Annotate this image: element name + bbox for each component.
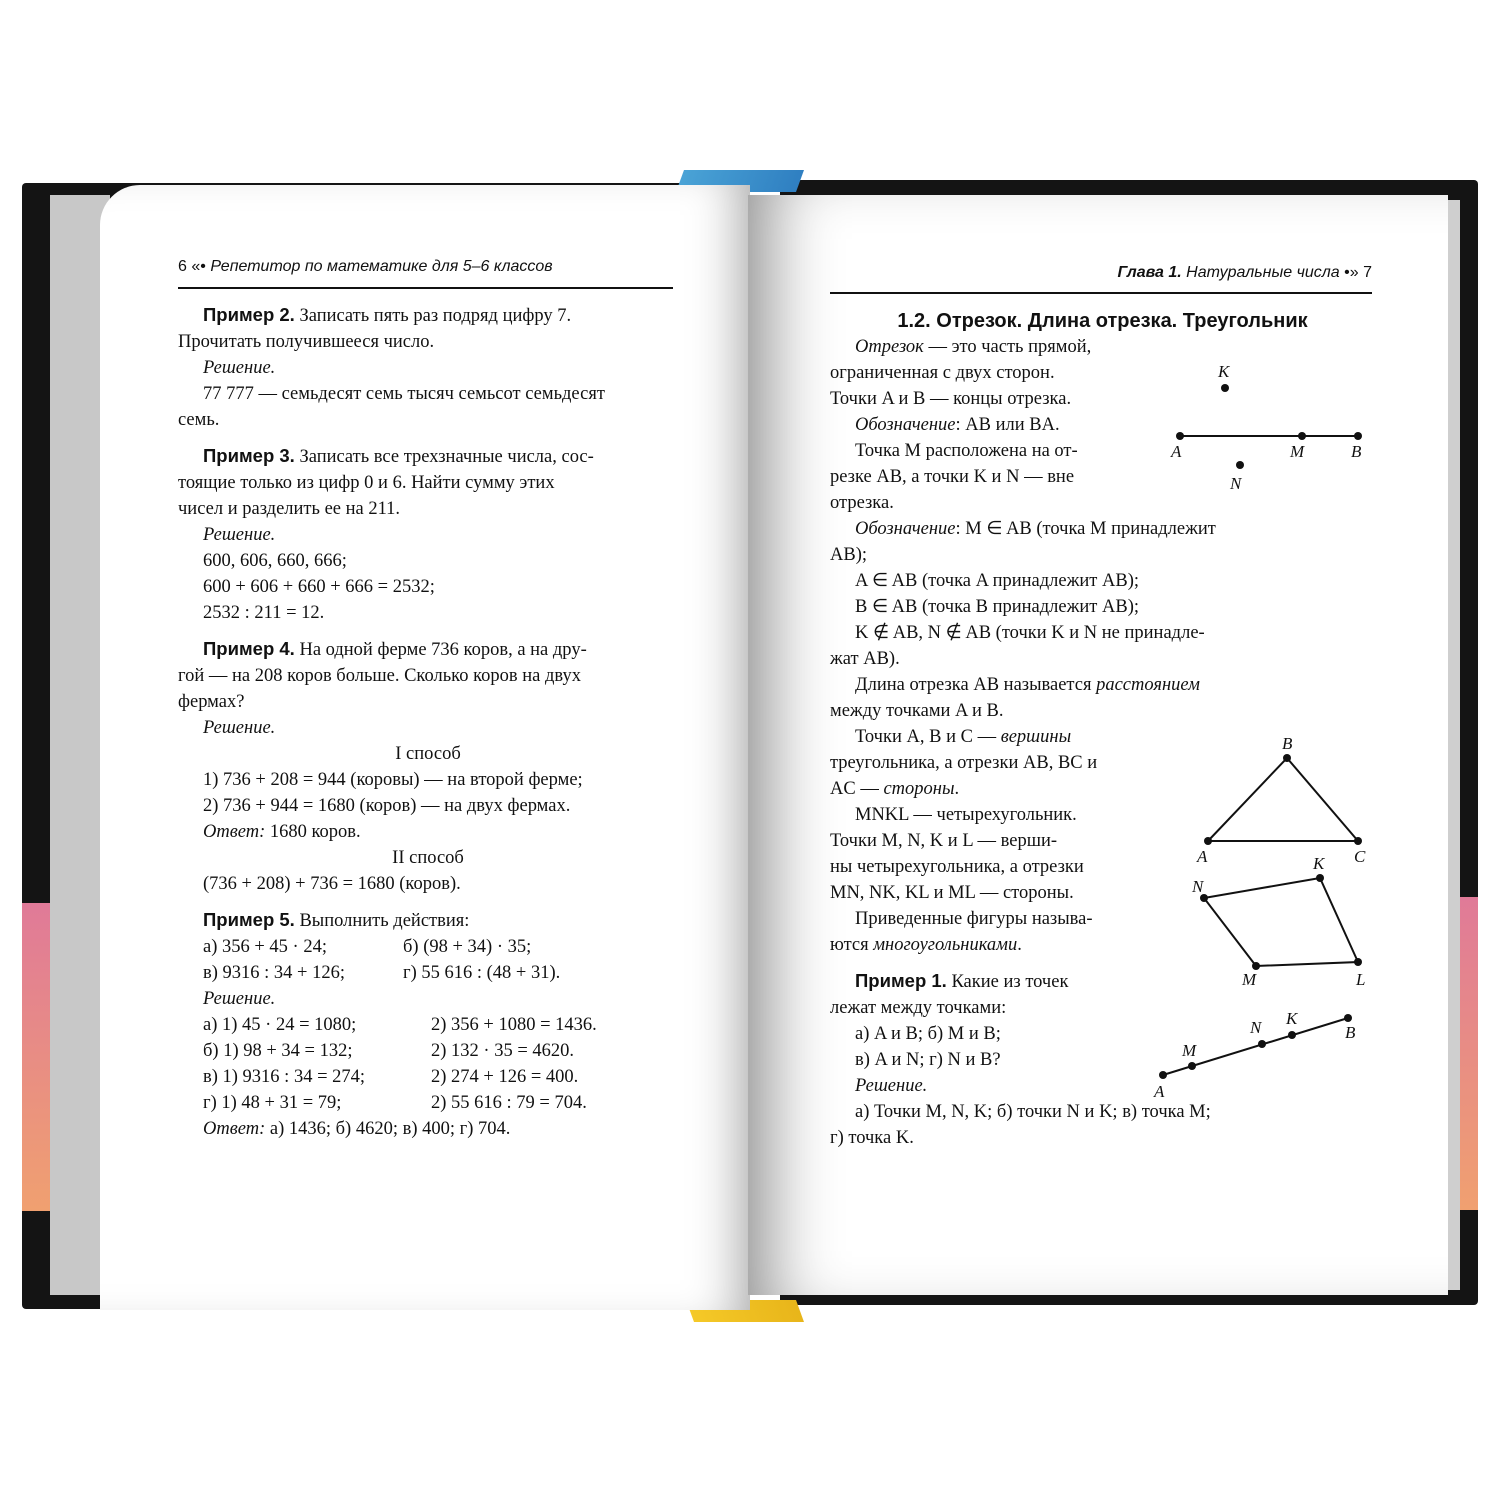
term: стороны — [883, 779, 955, 799]
header-marker: «• — [191, 258, 206, 275]
text-line: Выполнить действия: — [294, 911, 470, 931]
point-a — [1176, 432, 1184, 440]
term: многоугольниками — [873, 935, 1018, 955]
point-b — [1283, 754, 1291, 762]
text-line: ны четырехугольника, а отрезки — [830, 857, 1084, 877]
point-n — [1258, 1040, 1266, 1048]
text-line: AC — — [830, 779, 884, 799]
point-b — [1344, 1014, 1352, 1022]
solution-step: 2) 55 616 : 79 = 704. — [431, 1093, 587, 1113]
triangle-abc — [1208, 758, 1358, 841]
solution-step: г) 1) 48 + 31 = 79; — [203, 1093, 342, 1113]
label-n: N — [1192, 877, 1204, 896]
task-item: а) 356 + 45 · 24; — [203, 937, 327, 957]
point-k — [1221, 384, 1229, 392]
solution-label: Решение. — [203, 358, 276, 378]
text-line: Точка M расположена на от- — [855, 441, 1078, 461]
term: Отрезок — [855, 337, 924, 357]
text-line: треугольника, а отрезки AB, BC и — [830, 753, 1098, 773]
method-heading: I способ — [395, 744, 461, 764]
text-line: MNKL — четырехугольник. — [855, 805, 1077, 825]
answer-label: Ответ: — [203, 1119, 266, 1139]
text-line: Точки A и B — концы отрезка. — [830, 389, 1072, 409]
text-line: 600, 606, 660, 666; — [203, 551, 347, 571]
text-line: 2532 : 211 = 12. — [203, 603, 325, 623]
example-label: Пример 3. — [203, 445, 295, 466]
text-line: A ∈ AB (точка A принадлежит AB); — [855, 571, 1140, 591]
label-b: B — [1351, 442, 1362, 461]
task-item: в) 9316 : 34 + 126; — [203, 963, 345, 983]
text-line: ются — [830, 935, 874, 955]
task-item: б) (98 + 34) · 35; — [403, 937, 532, 957]
example-label: Пример 5. — [203, 909, 295, 930]
solution-step: 2) 356 + 1080 = 1436. — [431, 1015, 597, 1035]
book-title: Репетитор по математике для 5–6 классов — [210, 258, 553, 275]
solution-step: б) 1) 98 + 34 = 132; — [203, 1041, 353, 1061]
text-line: семь. — [178, 410, 220, 430]
text-line: жат AB). — [830, 649, 900, 669]
text-line: На одной ферме 736 коров, а на дру- — [294, 640, 587, 660]
label-m: M — [1182, 1041, 1197, 1060]
label-b: B — [1345, 1023, 1356, 1042]
triangle-figure — [1196, 734, 1366, 866]
point-a — [1204, 837, 1212, 845]
answer-label: Ответ: — [203, 822, 266, 842]
text-line: в) A и N; г) N и B? — [855, 1050, 1001, 1070]
points-on-line-figure — [1153, 1009, 1356, 1101]
point-k — [1316, 874, 1324, 882]
example-label: Пример 4. — [203, 638, 295, 659]
chapter-label: Глава 1. — [1117, 264, 1182, 281]
label-a: A — [1197, 847, 1208, 866]
segment-figure — [1170, 362, 1362, 493]
text-line: фермах? — [178, 692, 245, 712]
term: вершины — [1000, 727, 1072, 747]
solution-label: Решение. — [855, 1076, 928, 1096]
text-line: а) 1436; б) 4620; в) 400; г) 704. — [265, 1119, 511, 1139]
text-line: (736 + 208) + 736 = 1680 (коров). — [203, 874, 461, 894]
solution-label: Решение. — [203, 525, 276, 545]
text-line: Записать все трехзначные числа, сос- — [294, 447, 594, 467]
point-l — [1354, 958, 1362, 966]
text-line: Приведенные фигуры называ- — [855, 909, 1093, 929]
text-line: а) A и B; б) M и B; — [855, 1024, 1001, 1044]
solution-label: Решение. — [203, 989, 276, 1009]
text-line: 600 + 606 + 660 + 666 = 2532; — [203, 577, 435, 597]
label-b: B — [1282, 734, 1293, 753]
quadrilateral-figure — [1191, 854, 1365, 989]
point-k — [1288, 1031, 1296, 1039]
text-line: Точки A, B и C — — [855, 727, 1001, 747]
solution-step: в) 1) 9316 : 34 = 274; — [203, 1067, 366, 1087]
solution-step: а) 1) 45 · 24 = 1080; — [203, 1015, 357, 1035]
task-item: г) 55 616 : (48 + 31). — [403, 963, 561, 983]
label-k: K — [1218, 362, 1230, 381]
text-line: Какие из точек — [946, 972, 1069, 992]
label-a: A — [1171, 442, 1182, 461]
solution-step: 2) 274 + 126 = 400. — [431, 1067, 579, 1087]
label-l: L — [1356, 970, 1366, 989]
label-m: M — [1290, 442, 1305, 461]
text-line: тоящие только из цифр 0 и 6. Найти сумму этих — [178, 473, 555, 493]
example-label: Пример 1. — [855, 970, 947, 991]
section-title: 1.2. Отрезок. Длина отрезка. Треугольник — [897, 310, 1308, 332]
term: расстоянием — [1096, 675, 1200, 695]
solution-label: Решение. — [203, 718, 276, 738]
chapter-title: Натуральные числа — [1181, 264, 1340, 281]
point-b — [1354, 432, 1362, 440]
text-line: резке AB, а точки K и N — вне — [830, 467, 1075, 487]
point-c — [1354, 837, 1362, 845]
text-line: лежат между точками: — [830, 998, 1007, 1018]
method-heading: II способ — [392, 848, 464, 868]
label-k: K — [1313, 854, 1325, 873]
text-line: г) точка K. — [830, 1128, 914, 1148]
text-line: а) Точки M, N, K; б) точки N и K; в) точка M; — [855, 1102, 1211, 1122]
text-line: K ∉ AB, N ∉ AB (точки K и N не принадле- — [855, 623, 1205, 643]
text-line: между точками A и B. — [830, 701, 1004, 721]
page-number: 6 — [178, 258, 187, 275]
point-m — [1298, 432, 1306, 440]
label-k: K — [1286, 1009, 1298, 1028]
label-m: M — [1242, 970, 1257, 989]
text-line: гой — на 208 коров больше. Сколько коров на двух — [178, 666, 581, 686]
text-line: ограниченная с двух сторон. — [830, 363, 1055, 383]
text-line: 1680 коров. — [265, 822, 361, 842]
text-line: отрезка. — [830, 493, 894, 513]
text-line: . — [1017, 935, 1022, 955]
point-n — [1236, 461, 1244, 469]
text-line: — это часть прямой, — [923, 337, 1092, 357]
term: Обозначение — [855, 415, 956, 435]
text-line: B ∈ AB (точка B принадлежит AB); — [855, 597, 1140, 617]
label-c: C — [1354, 847, 1366, 866]
quadrilateral-mnkl — [1204, 878, 1358, 966]
term: Обозначение — [855, 519, 956, 539]
text-line: 2) 736 + 944 = 1680 (коров) — на двух фермах. — [203, 796, 571, 816]
text-line: MN, NK, KL и ML — стороны. — [830, 883, 1074, 903]
text-line: Длина отрезка AB называется — [855, 675, 1097, 695]
text-line: . — [954, 779, 960, 799]
header-marker: •» — [1344, 264, 1359, 281]
text-line: : M ∈ AB (точка M принадлежит — [955, 519, 1216, 539]
text-line: Записать пять раз подряд цифру 7. — [294, 306, 572, 326]
point-a — [1159, 1071, 1167, 1079]
point-m — [1188, 1062, 1196, 1070]
text-line: 1) 736 + 208 = 944 (коровы) — на второй ферме; — [203, 770, 583, 790]
point-m — [1252, 962, 1260, 970]
text-line: чисел и разделить ее на 211. — [178, 499, 401, 519]
label-n: N — [1230, 474, 1242, 493]
text-line: Прочитать получившееся число. — [178, 332, 435, 352]
text-line: AB); — [830, 545, 867, 565]
label-n: N — [1250, 1018, 1262, 1037]
solution-step: 2) 132 · 35 = 4620. — [431, 1041, 575, 1061]
text-line: 77 777 — семьдесят семь тысяч семьсот семьдесят — [203, 384, 605, 404]
label-a: A — [1154, 1082, 1165, 1101]
example-label: Пример 2. — [203, 304, 295, 325]
text-line: Точки M, N, K и L — верши- — [830, 831, 1058, 851]
page-number: 7 — [1363, 264, 1372, 281]
text-line: : AB или BA. — [955, 415, 1060, 435]
